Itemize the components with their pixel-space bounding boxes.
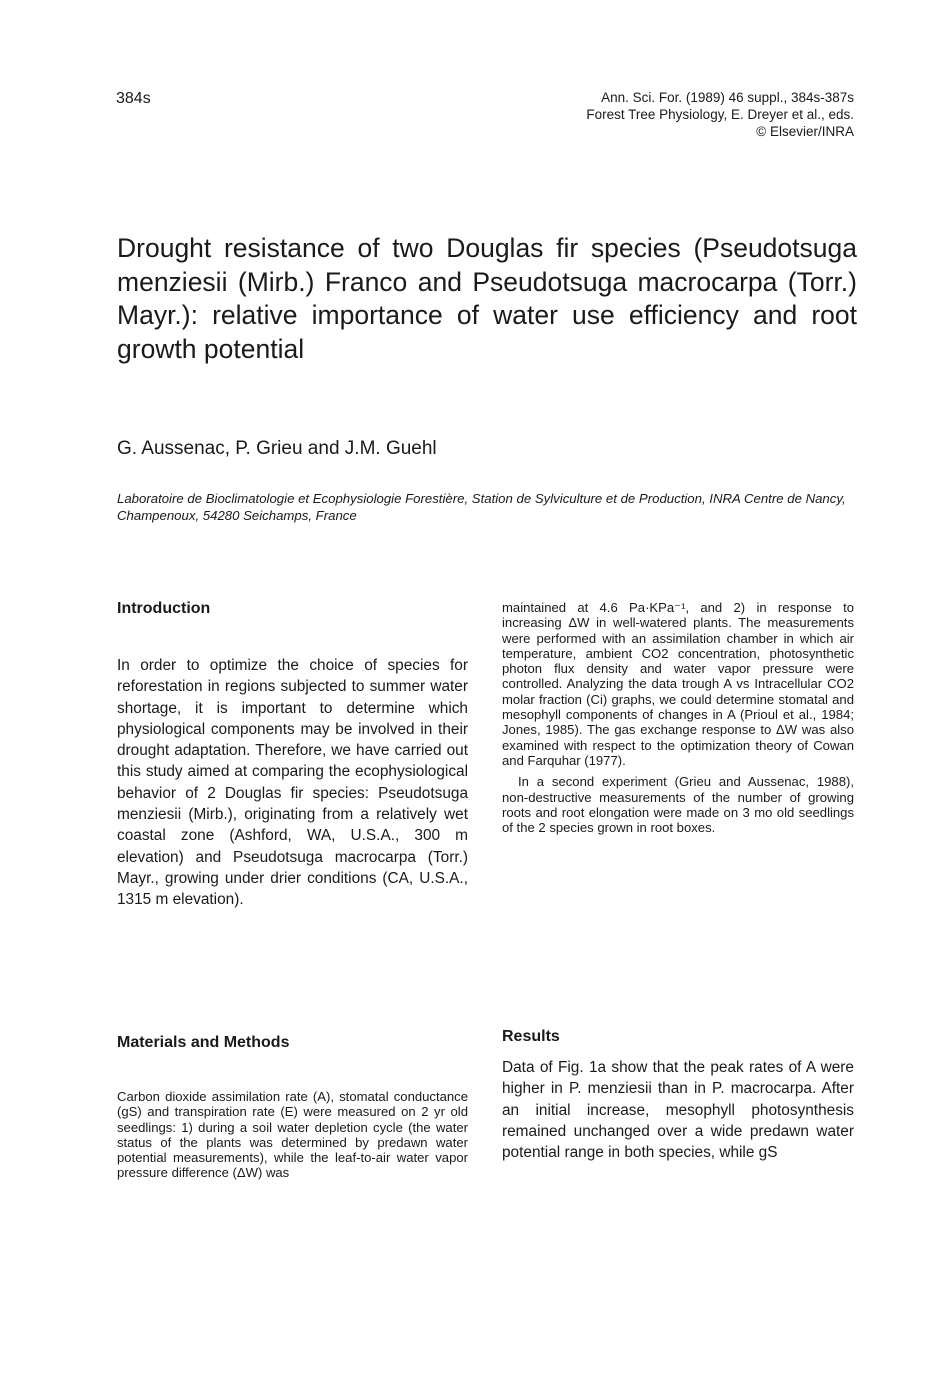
journal-line: Forest Tree Physiology, E. Dreyer et al., eds. <box>586 107 854 122</box>
methods-continued-text <box>502 600 854 835</box>
page-number: 384s <box>116 90 151 107</box>
methods-paragraph-1: maintained at 4.6 Pa·KPa⁻¹, and 2) in response to increasing ΔW in well-watered plants. The measurements were performed with an assimilation chamber in which air temperature, ambient CO2 concentration, photosynthetic photon flux density and water vapor pressure were controlled. Analyzing the data trough A vs Intracellular CO2 molar fraction (Ci) graphs, we could determine stomatal and mesophyll components of changes in A (Prioul et al., 1984; Jones, 1985). The gas exchange response to ΔW was also examined with respect to the optimization theory of Cowan and Farquhar (1977). <box>502 600 854 768</box>
materials-methods-heading: Materials and Methods <box>117 1034 290 1051</box>
journal-line: © Elsevier/INRA <box>756 124 854 139</box>
affiliation: Laboratoire de Bioclimatologie et Ecophysiologie Forestière, Station de Sylviculture et de Production, INRA Centre de Nancy, Champenoux, 54280 Seichamps, France <box>117 491 846 523</box>
methods-paragraph-2: In a second experiment (Grieu and Aussenac, 1988), non-destructive measurements of the number of growing roots and root elongation were made on 3 mo old seedlings of the 2 species grown in root boxes. <box>502 774 854 836</box>
results-paragraph: Data of Fig. 1a show that the peak rates of A were higher in P. menziesii than in P. macrocarpa. After an initial increase, mesophyll photosynthesis remained unchanged over a wide predawn water potential range in both species, while gS <box>502 1059 854 1162</box>
journal-line: Ann. Sci. For. (1989) 46 suppl., 384s-387s <box>601 90 854 105</box>
author-list: G. Aussenac, P. Grieu and J.M. Guehl <box>117 438 437 459</box>
journal-citation <box>474 89 854 140</box>
materials-methods-paragraph: Carbon dioxide assimilation rate (A), stomatal conductance (gS) and transpiration rate (E) were measured on 2 yr old seedlings: 1) during a soil water depletion cycle (the water status of the plants was determined by predawn water potential measurements), while the leaf-to-air water vapor pressure difference (ΔW) was <box>117 1089 468 1181</box>
paper-title: Drought resistance of two Douglas fir species (Pseudotsuga menziesii (Mirb.) Franco and Pseudotsuga macrocarpa (Torr.) Mayr.): relative importance of water use efficiency and root growth potential <box>117 233 857 364</box>
introduction-paragraph: In order to optimize the choice of species for reforestation in regions subjected to summer water shortage, it is important to determine which physiological components may be involved in their drought adaptation. Therefore, we have carried out this study aimed at comparing the ecophysiological behavior of 2 Douglas fir species: Pseudotsuga menziesii (Mirb.), originating from a relatively wet coastal zone (Ashford, WA, U.S.A., 300 m elevation) and Pseudotsuga macrocarpa (Torr.) Mayr., growing under drier conditions (CA, U.S.A., 1315 m elevation). <box>117 657 468 909</box>
introduction-heading: Introduction <box>117 600 211 617</box>
results-text <box>502 1057 854 1163</box>
materials-methods-text <box>117 1089 468 1181</box>
results-heading: Results <box>502 1028 560 1045</box>
introduction-text <box>117 655 468 911</box>
